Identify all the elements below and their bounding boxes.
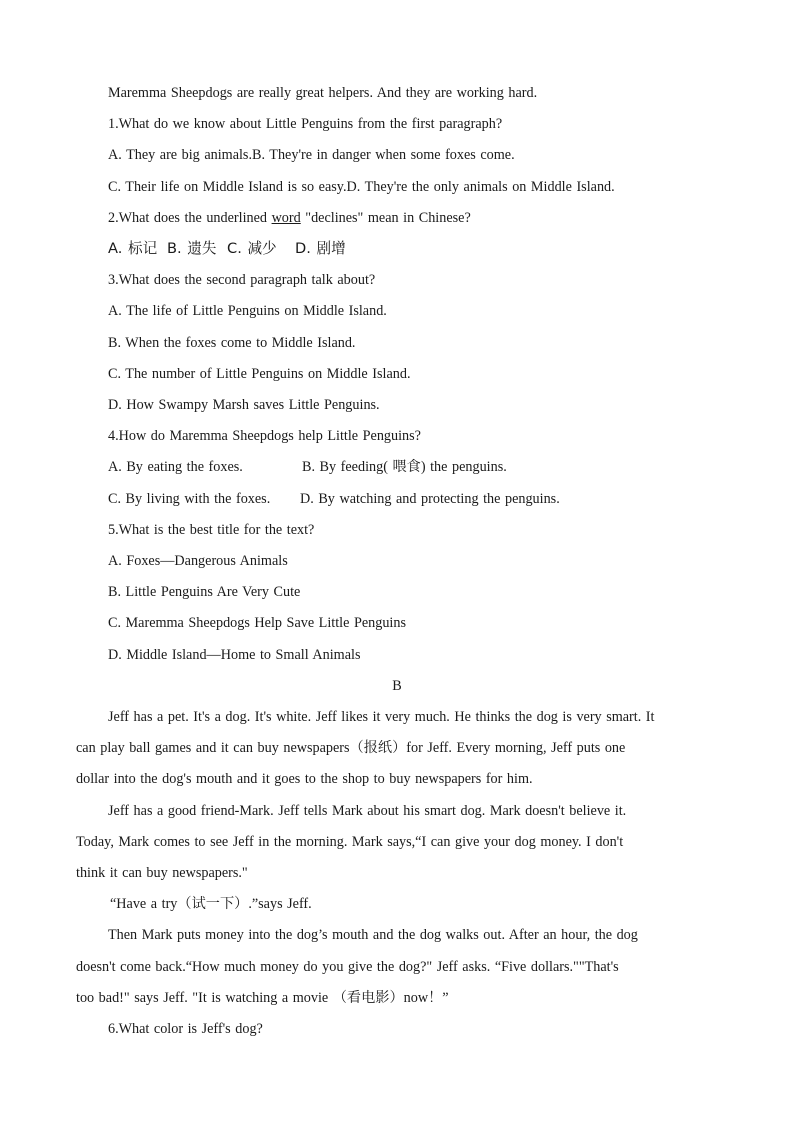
question-5-option-b: B. Little Penguins Are Very Cute [108,584,301,600]
question-3-option-c: C. The number of Little Penguins on Middle Island. [108,366,411,382]
question-5-option-d: D. Middle Island—Home to Small Animals [108,647,361,663]
section-b-heading: B [392,678,402,694]
question-2-option-b: B. 遗失 [167,240,217,257]
question-5-option-a: A. Foxes—Dangerous Animals [108,553,288,569]
question-2-options [108,240,346,258]
question-6-stem: 6.What color is Jeff's dog? [108,1021,263,1037]
underlined-word: word [271,210,301,226]
question-3-option-b: B. When the foxes come to Middle Island. [108,335,356,351]
passage-b-p3-line1: “Have a try（试一下）.”says Jeff. [110,896,312,912]
question-5-option-c: C. Maremma Sheepdogs Help Save Little Penguins [108,615,406,631]
passage-b-p4-line2: doesn't come back.“How much money do you give the dog?" Jeff asks. “Five dollars.""That's [76,959,619,975]
passage-b-p1-line3: dollar into the dog's mouth and it goes to the shop to buy newspapers for him. [76,771,533,787]
question-4-option-d: D. By watching and protecting the penguins. [300,491,560,507]
question-5-stem: 5.What is the best title for the text? [108,522,315,538]
question-2-stem: 2.What does the underlined word "declines" mean in Chinese? [108,210,471,226]
passage-b-p2-line3: think it can buy newspapers." [76,865,248,881]
question-4-stem: 4.How do Maremma Sheepdogs help Little Penguins? [108,428,421,444]
passage-b-p4-line3: too bad!" says Jeff. "It is watching a movie （看电影）now！” [76,990,449,1006]
passage-b-p1-line1: Jeff has a pet. It's a dog. It's white. Jeff likes it very much. He thinks the dog is very smart. It [108,709,655,725]
passage-b-p2-line1: Jeff has a good friend-Mark. Jeff tells Mark about his smart dog. Mark doesn't believe it. [108,803,627,819]
question-3-stem: 3.What does the second paragraph talk about? [108,272,376,288]
question-4-option-b: B. By feeding( 喂食) the penguins. [302,459,507,475]
question-1-options-ab: A. They are big animals.B. They're in danger when some foxes come. [108,147,515,163]
question-4-option-a: A. By eating the foxes. [108,459,243,475]
question-2-option-c: C. 减少 [227,240,277,257]
passage-b-p1-line2: can play ball games and it can buy newspapers（报纸）for Jeff. Every morning, Jeff puts one [76,740,626,756]
question-1-options-cd: C. Their life on Middle Island is so easy.D. They're the only animals on Middle Island. [108,179,615,195]
passage-b-p4-line1: Then Mark puts money into the dog’s mouth and the dog walks out. After an hour, the dog [108,927,638,943]
question-3-option-a: A. The life of Little Penguins on Middle Island. [108,303,387,319]
passage-a-closing-line: Maremma Sheepdogs are really great helpers. And they are working hard. [108,85,538,101]
passage-b-p2-line2: Today, Mark comes to see Jeff in the morning. Mark says,“I can give your dog money. I don't [76,834,624,850]
question-2-option-a: A. 标记 [108,240,158,257]
question-4-options-cd [108,490,560,508]
question-4-options-ab [108,458,507,476]
question-3-option-d: D. How Swampy Marsh saves Little Penguins. [108,397,380,413]
question-1-stem: 1.What do we know about Little Penguins from the first paragraph? [108,116,503,132]
question-4-option-c: C. By living with the foxes. [108,491,271,507]
question-2-option-d: D. 剧增 [295,240,346,257]
